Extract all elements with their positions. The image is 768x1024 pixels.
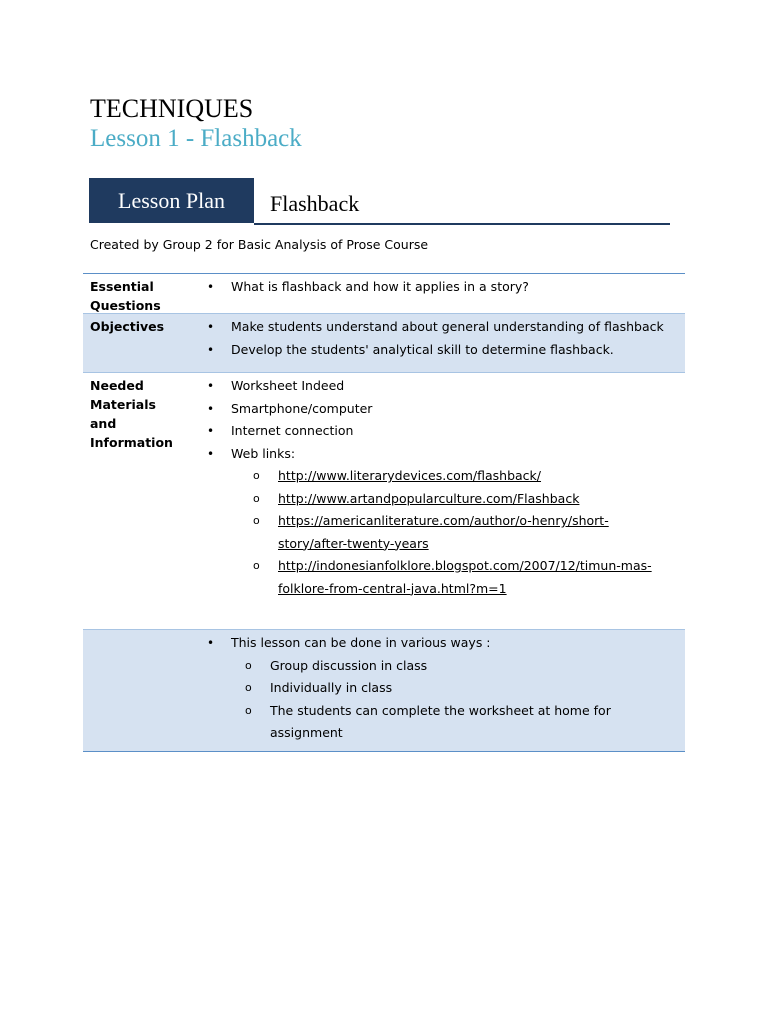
link-item: [198, 555, 685, 600]
table-row-lesson-ways: [83, 630, 685, 752]
bullet-icon: •: [207, 320, 215, 334]
circle-bullet-icon: o: [245, 703, 252, 717]
created-by-text: Created by Group 2 for Basic Analysis of Prose Course: [90, 237, 429, 252]
row-content-needed-materials: [198, 373, 685, 629]
web-link-literarydevices[interactable]: http://www.literarydevices.com/flashback/: [278, 468, 542, 483]
row-content-lesson-ways: [198, 630, 685, 751]
lesson-plan-header: [89, 178, 670, 225]
row-label-essential-questions: Essential Questions: [90, 279, 161, 313]
list-item: • What is flashback and how it applies in a story?: [198, 276, 685, 299]
link-item: [198, 510, 685, 555]
document-heading: [90, 94, 302, 154]
bullet-icon: •: [207, 379, 215, 393]
table-row-essential-questions: [83, 274, 685, 314]
circle-bullet-icon: o: [245, 658, 252, 672]
lesson-plan-box: Lesson Plan: [89, 178, 254, 223]
bullet-icon: •: [207, 280, 215, 294]
lesson-plan-table: [83, 273, 685, 752]
list-item: • Web links:: [198, 443, 685, 466]
list-item: • Develop the students' analytical skill to determine flashback.: [198, 339, 685, 362]
bullet-icon: •: [207, 636, 215, 650]
bullet-icon: •: [207, 424, 215, 438]
row-label-empty: [83, 630, 198, 751]
row-label-needed-materials: Needed Materials and Information: [90, 378, 173, 450]
bullet-icon: •: [207, 446, 215, 461]
list-item: o Group discussion in class: [198, 655, 685, 678]
table-row-objectives: [83, 314, 685, 373]
document-subtitle: Lesson 1 - Flashback: [90, 125, 302, 152]
bullet-icon: •: [207, 342, 215, 357]
circle-bullet-icon: o: [253, 559, 260, 572]
list-item: • Make students understand about general understanding of flashback: [198, 316, 685, 339]
circle-bullet-icon: o: [253, 514, 260, 527]
web-link-artandpopularculture[interactable]: http://www.artandpopularculture.com/Flashback: [278, 490, 580, 506]
circle-bullet-icon: o: [245, 681, 252, 694]
link-item: [198, 488, 685, 511]
bullet-icon: •: [207, 401, 215, 416]
list-item: o Individually in class: [198, 677, 685, 700]
circle-bullet-icon: o: [253, 491, 260, 505]
row-content-objectives: [198, 314, 685, 372]
list-item: o The students can complete the worksheet at home for assignment: [198, 700, 685, 745]
lesson-plan-title: Flashback: [270, 191, 360, 216]
table-row-needed-materials: [83, 373, 685, 630]
link-item: [198, 465, 685, 488]
list-item: • Smartphone/computer: [198, 398, 685, 421]
row-label-objectives: Objectives: [90, 319, 165, 334]
document-title: TECHNIQUES: [90, 94, 254, 123]
list-item: • This lesson can be done in various ways :: [198, 632, 685, 655]
row-content-essential-questions: [198, 274, 685, 313]
web-link-americanliterature[interactable]: https://americanliterature.com/author/o-henry/short- story/after-twenty-years: [278, 513, 609, 551]
web-link-indonesianfolklore[interactable]: http://indonesianfolklore.blogspot.com/2007/12/timun-mas- folklore-from-central-java.html?m=1: [278, 558, 652, 596]
list-item: • Internet connection: [198, 420, 685, 443]
header-divider: [254, 223, 670, 225]
circle-bullet-icon: o: [253, 469, 260, 482]
list-item: • Worksheet Indeed: [198, 375, 685, 398]
